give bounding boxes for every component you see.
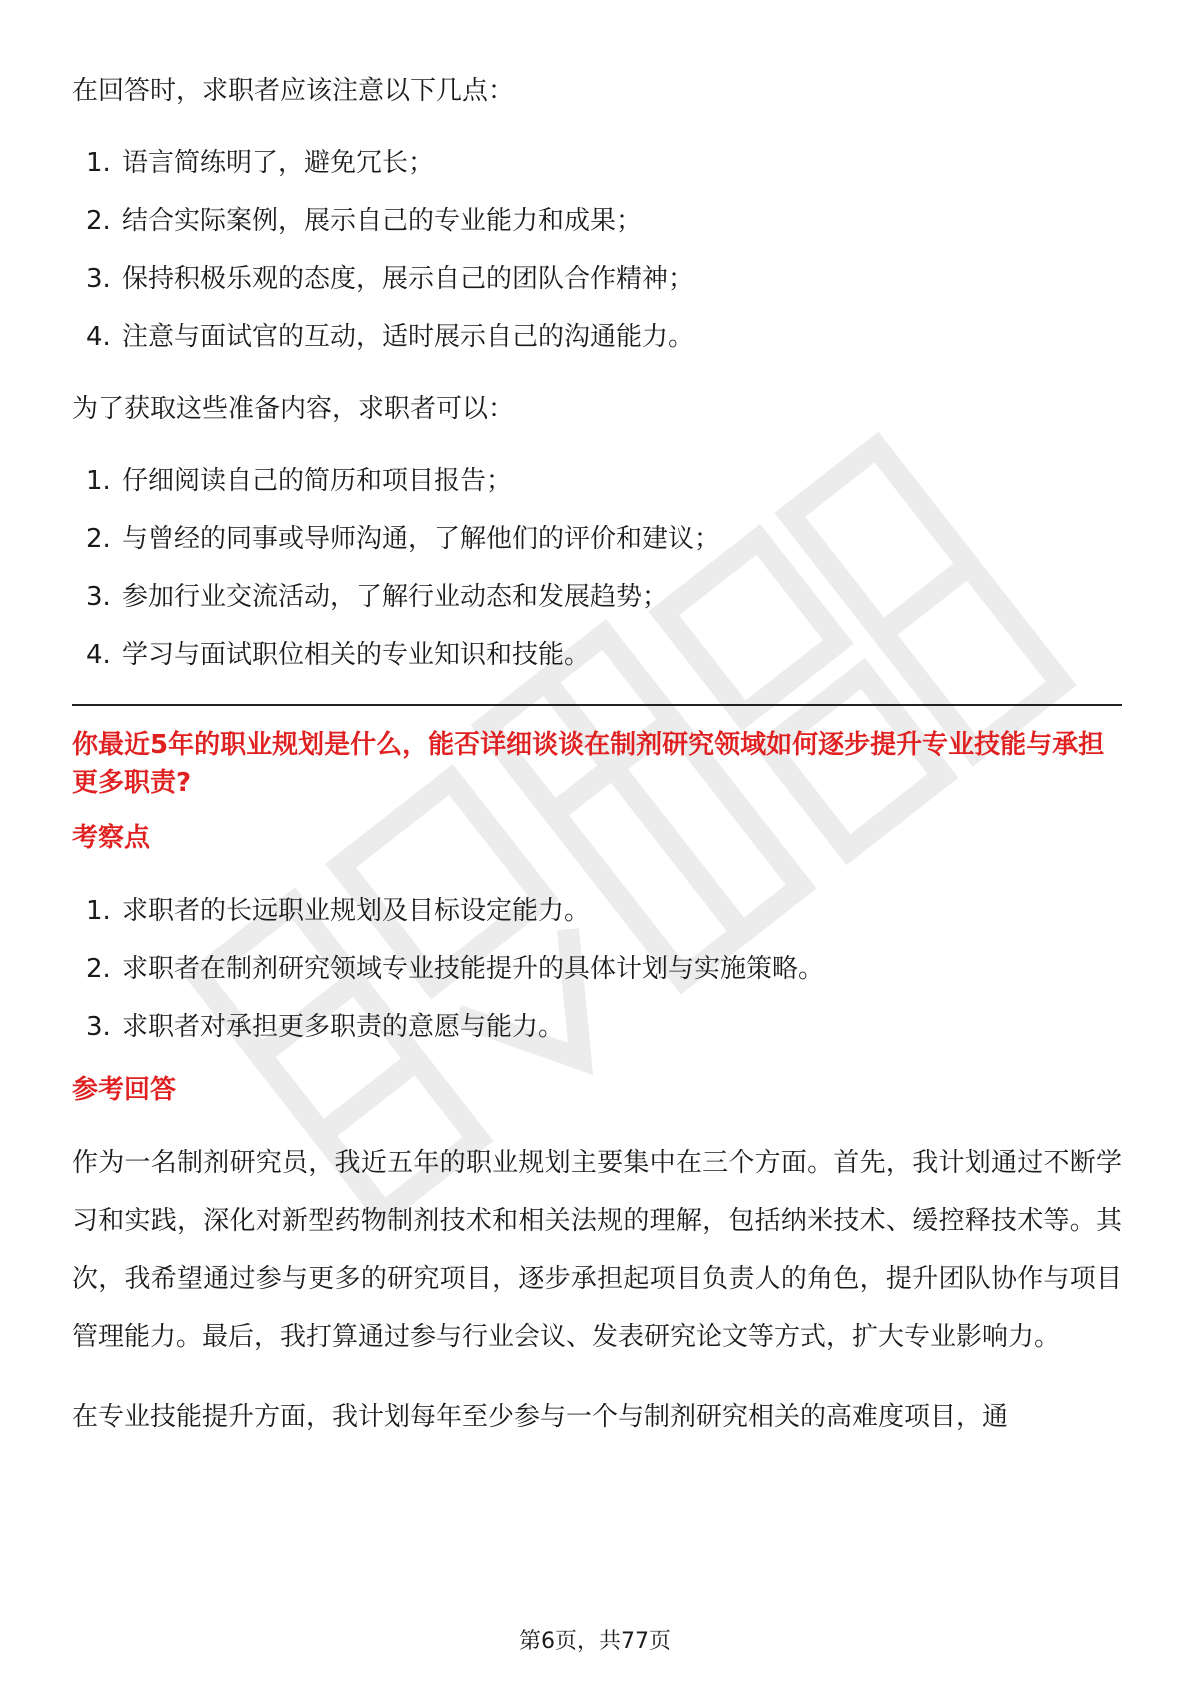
list-number: 1. [86,896,111,926]
focus-heading: 考察点 [72,823,151,853]
focus-list [72,882,1122,1056]
list-item [72,192,1122,250]
list-item [72,882,1122,940]
list-number: 1. [86,148,111,178]
list-number: 2. [86,954,111,984]
list-number: 4. [86,322,111,352]
list-number: 4. [86,640,111,670]
list-item [72,998,1122,1056]
list-text: 学习与面试职位相关的专业知识和技能。 [122,640,591,670]
section1-list [72,134,1122,366]
list-item [72,134,1122,192]
list-number: 3. [86,264,111,294]
list-text: 语言简练明了，避免冗长； [122,148,435,178]
list-text: 结合实际案例，展示自己的专业能力和成果； [122,206,643,236]
list-number: 2. [86,206,111,236]
list-text: 与曾经的同事或导师沟通，了解他们的评价和建议； [122,524,721,554]
list-item [72,940,1122,998]
section-divider [72,704,1122,706]
list-text: 保持积极乐观的态度，展示自己的团队合作精神； [122,264,695,294]
section2-intro: 为了获取这些准备内容，求职者可以： [72,394,515,424]
list-text: 参加行业交流活动，了解行业动态和发展趋势； [122,582,669,612]
list-item [72,452,1122,510]
answer-paragraph: 作为一名制剂研究员，我近五年的职业规划主要集中在三个方面。首先，我计划通过不断学习和实践，深化对新型药物制剂技术和相关法规的理解，包括纳米技术、缓控释技术等。其次，我希望通过参与更多的研究项目，逐步承担起项目负责人的角色，提升团队协作与项目管理能力。最后，我打算通过参与行业会议、发表研究论文等方式，扩大专业影响力。 [72,1148,1122,1352]
list-item [72,308,1122,366]
page-number: 第6页，共77页 [519,1629,671,1654]
list-item [72,568,1122,626]
list-number: 1. [86,466,111,496]
list-item [72,250,1122,308]
section1-intro: 在回答时，求职者应该注意以下几点： [72,76,515,106]
list-item [72,626,1122,684]
list-text: 仔细阅读自己的简历和项目报告； [122,466,513,496]
list-text: 求职者的长远职业规划及目标设定能力。 [122,896,591,926]
list-number: 3. [86,1012,111,1042]
list-text: 求职者在制剂研究领域专业技能提升的具体计划与实施策略。 [122,954,825,984]
list-number: 3. [86,582,111,612]
section2-list [72,452,1122,684]
question-title: 你最近5年的职业规划是什么，能否详细谈谈在制剂研究领域如何逐步提升专业技能与承担更多职责? [72,730,1105,798]
list-item [72,510,1122,568]
list-text: 求职者对承担更多职责的意愿与能力。 [122,1012,565,1042]
answer-paragraph: 在专业技能提升方面，我计划每年至少参与一个与制剂研究相关的高难度项目，通 [72,1402,1009,1432]
list-text: 注意与面试官的互动，适时展示自己的沟通能力。 [122,322,695,352]
list-number: 2. [86,524,111,554]
answer-heading: 参考回答 [72,1075,177,1105]
document-content [72,62,1122,1468]
